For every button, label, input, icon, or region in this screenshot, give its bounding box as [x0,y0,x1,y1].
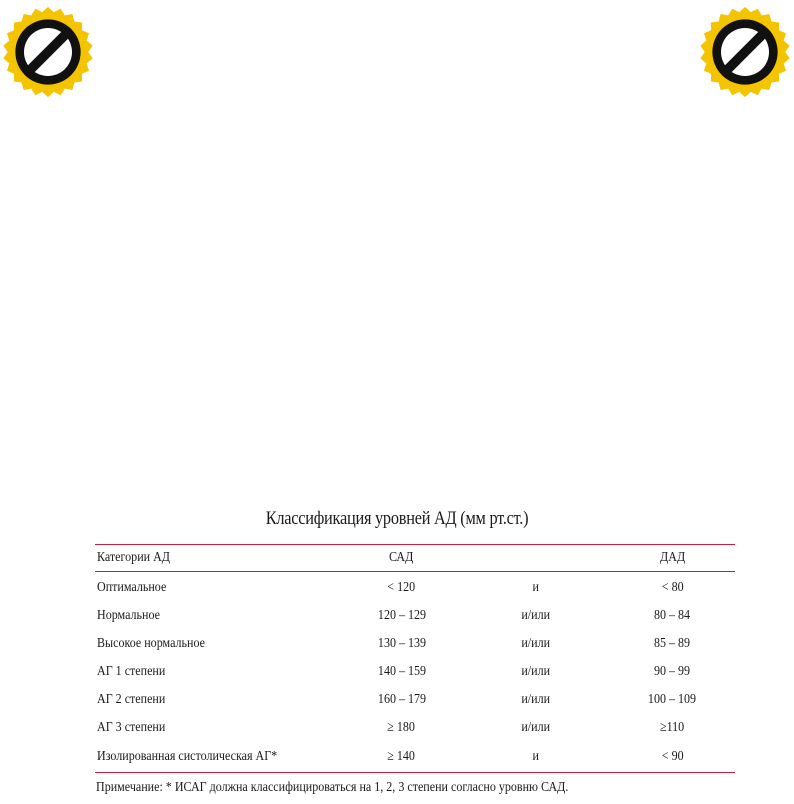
cell-category: АГ 3 степени [97,720,166,735]
cell-dad: 85 – 89 [654,636,691,651]
table-row [95,714,735,742]
cell-dad: < 90 [609,742,735,773]
cell-sad: 140 – 159 [377,664,426,679]
cell-dad: 90 – 99 [654,664,691,679]
table-row [95,630,735,658]
header-category: Категории АД [95,545,341,572]
table-title: Классификация уровней АД (мм рт.ст.) [265,508,529,529]
cell-sad: 120 – 129 [377,608,426,623]
cell-sad: ≥ 140 [341,742,463,773]
cell-category: Изолированная систолическая АГ* [95,742,341,773]
cell-operator: и [462,742,609,773]
cell-category: АГ 1 степени [97,664,166,679]
table-row [95,658,735,686]
cell-dad: < 80 [661,580,684,595]
table-row [95,572,735,603]
cell-category: Нормальное [97,608,160,623]
cell-sad: 160 – 179 [377,692,426,707]
cell-operator: и/или [521,636,551,651]
header-sad: САД [341,545,463,572]
cell-operator: и [532,580,540,595]
table-row [95,742,735,773]
table-footnote: Примечание: * ИСАГ должна классифицироваться на 1, 2, 3 степени согласно уровню САД. [96,780,569,795]
cell-dad: 80 – 84 [654,608,691,623]
no-symbol-seal-icon [0,4,96,100]
cell-operator: и/или [521,720,551,735]
cell-sad: 130 – 139 [377,636,426,651]
bp-classification-table [95,544,735,773]
cell-category: Оптимальное [97,580,167,595]
table-row [95,686,735,714]
cell-sad: ≥ 180 [387,720,416,735]
table-row [95,602,735,630]
cell-dad: ≥110 [660,720,685,735]
cell-category: АГ 2 степени [97,692,166,707]
header-dad: ДАД [609,545,735,572]
header-operator [462,545,609,572]
cell-operator: и/или [521,608,551,623]
table-header-row [95,545,735,572]
cell-sad: < 120 [387,580,416,595]
cell-operator: и/или [521,692,551,707]
cell-dad: 100 – 109 [648,692,697,707]
cell-category: Высокое нормальное [97,636,205,651]
cell-operator: и/или [521,664,551,679]
no-symbol-seal-icon [697,4,793,100]
